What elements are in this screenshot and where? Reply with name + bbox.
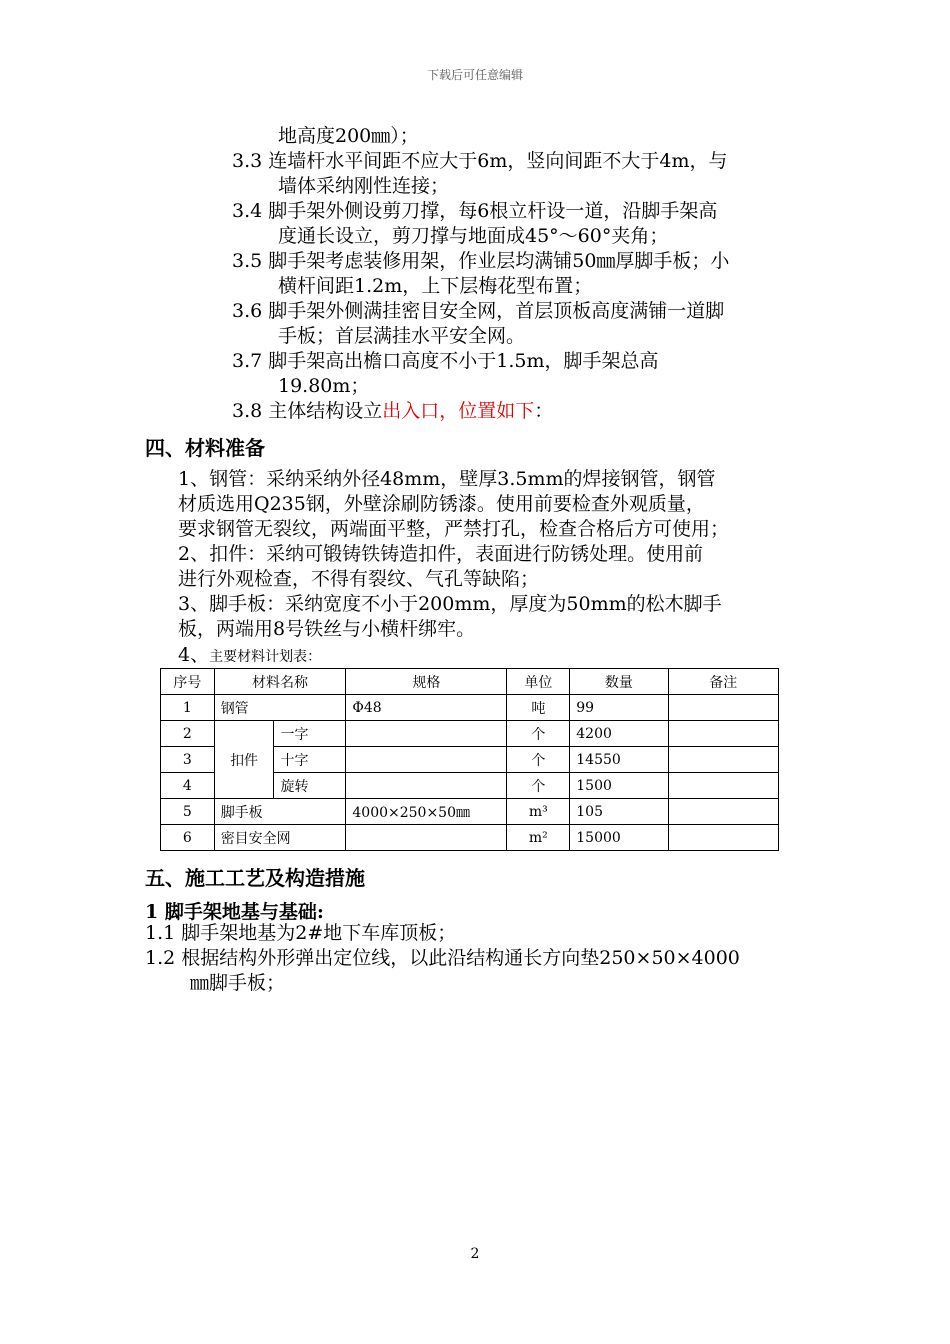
cell-no: 5	[161, 799, 215, 825]
table-caption	[178, 643, 321, 669]
caption-number: 4、	[178, 644, 210, 666]
cell-qty: 14550	[570, 747, 668, 773]
table-row	[161, 799, 779, 825]
cell-note	[668, 695, 778, 721]
text-line: 墙体采纳刚性连接；	[278, 175, 450, 197]
text-line: 地高度200㎜）；	[278, 125, 419, 147]
subsection-heading-foundation: 1 脚手架地基与基础:	[145, 901, 324, 923]
cell-unit: 吨	[507, 695, 570, 721]
text-line: 手板；首层满挂水平安全网。	[278, 325, 526, 347]
cell-name: 密目安全网	[214, 825, 346, 851]
cell-unit: m³	[507, 799, 570, 825]
text-line-entrance	[232, 399, 553, 423]
text-line: 横杆间距1.2m，上下层梅花型布置；	[278, 275, 593, 297]
table-row	[161, 721, 779, 747]
cell-no: 4	[161, 773, 215, 799]
text-line: 3.5 脚手架考虑装修用架，作业层均满铺50㎜厚脚手板；小	[232, 250, 730, 272]
cell-unit: 个	[507, 773, 570, 799]
text-line: 3.7 脚手架高出檐口高度不小于1.5m，脚手架总高	[232, 350, 659, 372]
cell-note	[668, 773, 778, 799]
highlighted-text: 出入口，位置如下	[382, 400, 535, 422]
cell-name: 钢管	[214, 695, 346, 721]
paragraph-line: 1、钢管：采纳采纳外径48mm，壁厚3.5mm的焊接钢管，钢管	[178, 468, 716, 490]
caption-label: 主要材料计划表：	[209, 649, 322, 665]
paragraph-line: 板，两端用8号铁丝与小横杆绑牢。	[178, 618, 476, 640]
cell-subtype: 十字	[274, 747, 346, 773]
paragraph-line: 进行外观检查，不得有裂纹、气孔等缺陷；	[178, 568, 540, 590]
cell-note	[668, 721, 778, 747]
header-name: 材料名称	[214, 669, 346, 695]
section-heading-materials: 四、材料准备	[145, 436, 265, 460]
section-heading-construction: 五、施工工艺及构造措施	[145, 866, 365, 890]
paragraph-line: 要求钢管无裂纹，两端面平整，严禁打孔，检查合格后方可使用；	[178, 518, 730, 540]
cell-unit: m²	[507, 825, 570, 851]
header-spec: 规格	[346, 669, 507, 695]
cell-spec: Φ48	[346, 695, 507, 721]
paragraph-line: 3、脚手板：采纳宽度不小于200mm，厚度为50mm的松木脚手	[178, 593, 722, 615]
cell-unit: 个	[507, 721, 570, 747]
text-line: 1.1 脚手架地基为2#地下车库顶板；	[145, 922, 457, 944]
cell-qty: 15000	[570, 825, 668, 851]
header-note: 备注	[668, 669, 778, 695]
text-line: 19.80m；	[278, 375, 370, 397]
page-number: 2	[470, 1246, 480, 1262]
paragraph-line: 2、扣件：采纳可锻铸铁铸造扣件，表面进行防锈处理。使用前	[178, 543, 704, 565]
cell-no: 6	[161, 825, 215, 851]
text-line: 3.4 脚手架外侧设剪刀撑，每6根立杆设一道，沿脚手架高	[232, 200, 718, 222]
text-segment: 3.8 主体结构设立	[232, 400, 383, 422]
cell-spec: 4000×250×50㎜	[346, 799, 507, 825]
text-line: 1.2 根据结构外形弹出定位线，以此沿结构通长方向垫250×50×4000	[145, 947, 740, 969]
text-line: 度通长设立，剪刀撑与地面成45°～60°夹角；	[278, 225, 669, 247]
text-line: ㎜脚手板；	[190, 972, 286, 994]
cell-subtype: 旋转	[274, 773, 346, 799]
text-line: 3.3 连墙杆水平间距不应大于6m，竖向间距不大于4m，与	[232, 150, 728, 172]
cell-spec	[346, 747, 507, 773]
cell-spec	[346, 721, 507, 747]
cell-note	[668, 747, 778, 773]
header-unit: 单位	[507, 669, 570, 695]
table-row	[161, 695, 779, 721]
cell-name: 脚手板	[214, 799, 346, 825]
cell-no: 3	[161, 747, 215, 773]
cell-qty: 4200	[570, 721, 668, 747]
cell-unit: 个	[507, 747, 570, 773]
cell-qty: 99	[570, 695, 668, 721]
header-qty: 数量	[570, 669, 668, 695]
cell-qty: 1500	[570, 773, 668, 799]
text-segment: ：	[534, 400, 554, 422]
cell-qty: 105	[570, 799, 668, 825]
page-header: 下载后可任意编辑	[426, 68, 523, 82]
cell-note	[668, 799, 778, 825]
table-row	[161, 825, 779, 851]
cell-spec	[346, 825, 507, 851]
cell-note	[668, 825, 778, 851]
cell-no: 1	[161, 695, 215, 721]
table-header-row	[161, 669, 779, 695]
text-line: 3.6 脚手架外侧满挂密目安全网，首层顶板高度满铺一道脚	[232, 300, 725, 322]
cell-spec	[346, 773, 507, 799]
cell-no: 2	[161, 721, 215, 747]
paragraph-line: 材质选用Q235钢，外壁涂刷防锈漆。使用前要检查外观质量，	[178, 493, 705, 515]
materials-table	[160, 668, 779, 851]
cell-name: 扣件	[214, 721, 274, 799]
cell-subtype: 一字	[274, 721, 346, 747]
header-no: 序号	[161, 669, 215, 695]
